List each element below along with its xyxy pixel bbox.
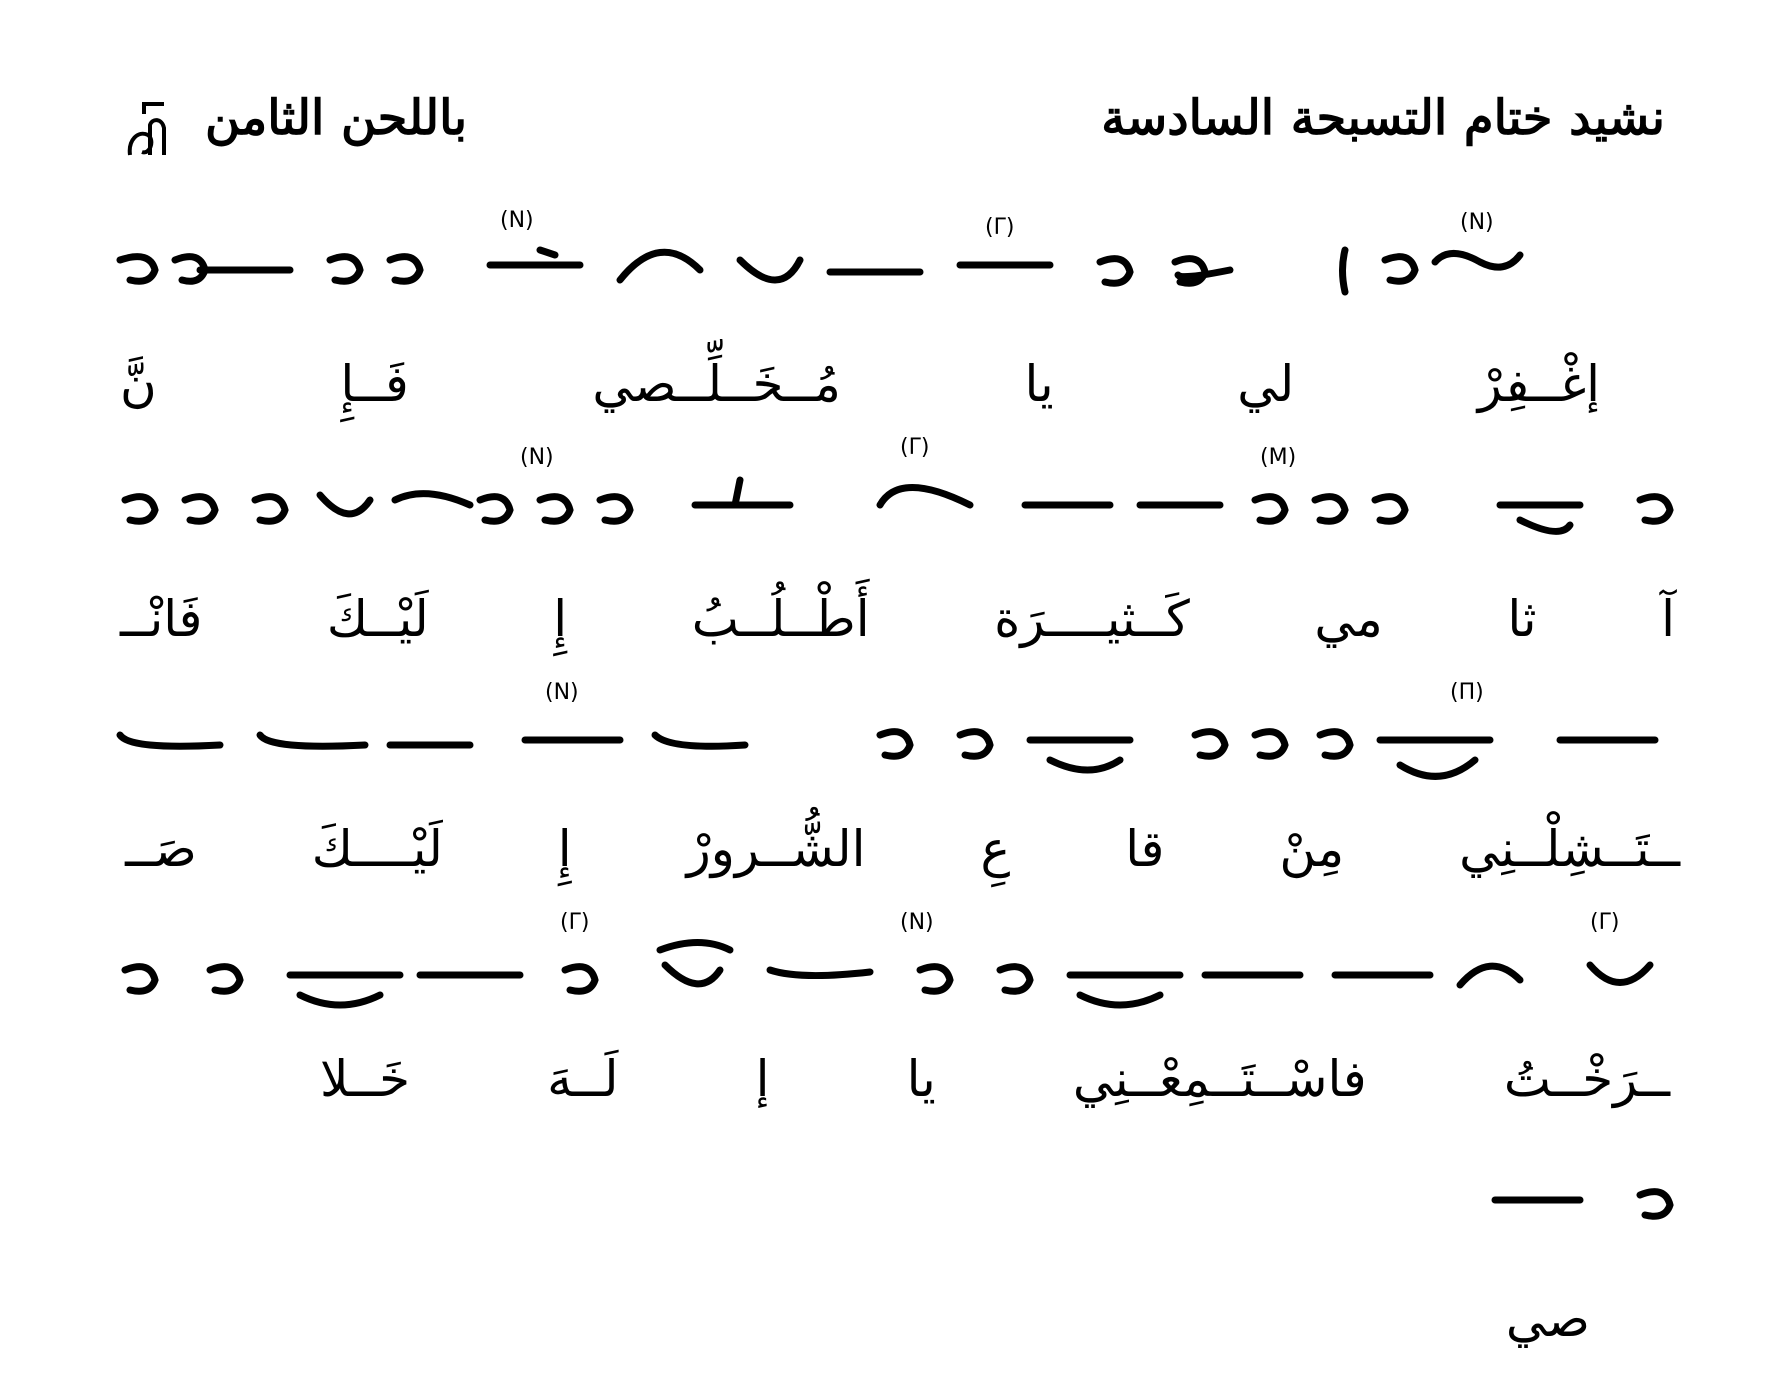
syllable: صَــ: [125, 820, 197, 878]
fthora-label: (N): [1460, 210, 1494, 235]
hymn-title: نشيد ختام التسبحة السادسة: [1101, 90, 1665, 146]
fthora-label: (Γ): [985, 215, 1015, 240]
neume-row-1: [120, 250, 1520, 292]
neume-row-5: [1495, 1192, 1670, 1217]
syllable: ــتَــشِلْــنِي: [1459, 820, 1680, 878]
fthora-label: (M): [1260, 445, 1297, 470]
syllable: فَــإِ: [340, 355, 409, 413]
fthora-label: (N): [500, 208, 534, 233]
syllable: فَانْــ: [120, 590, 203, 648]
syllable: الشُّــرورْ: [686, 820, 866, 878]
fthora-label: (N): [520, 445, 554, 470]
lyric-line-2: [120, 590, 1675, 648]
syllable: يا: [1024, 355, 1054, 413]
fthora-label: (Γ): [1590, 910, 1620, 935]
syllable: صي: [1505, 1290, 1590, 1348]
syllable: إغْــفِرْ: [1477, 355, 1600, 413]
syllable: يا: [906, 1050, 936, 1108]
lyric-line-3: [125, 820, 1680, 878]
syllable: مُــخَــلِّــصي: [592, 355, 841, 413]
syllable: عِ: [980, 820, 1011, 878]
lyric-line-4: [320, 1050, 1670, 1108]
syllable: إ: [755, 1050, 770, 1108]
fthora-label: (N): [900, 910, 934, 935]
syllable: لي: [1237, 355, 1295, 413]
syllable: آ: [1661, 590, 1675, 648]
syllable: إِ: [553, 590, 568, 648]
syllable: لَيْــكَ: [326, 590, 429, 648]
neume-row-3: [120, 732, 1655, 777]
neume-row-2: [125, 480, 1670, 531]
syllable: إِ: [557, 820, 572, 878]
syllable: ــرَخْــتُ: [1503, 1050, 1670, 1108]
syllable: لَــهَ: [547, 1050, 619, 1108]
lyric-line-1: [120, 355, 1600, 413]
syllable: قا: [1125, 820, 1165, 878]
syllable: فاسْــتَــمِعْــنِي: [1072, 1050, 1367, 1108]
neume-row-4: [125, 943, 1650, 1006]
syllable: لَيْــــكَ: [311, 820, 443, 878]
lyric-line-5: [1506, 1290, 1590, 1348]
fthora-label: (Γ): [900, 435, 930, 460]
syllable: كَــثيــــرَة: [994, 590, 1190, 648]
syllable: أَطْــلُــبُ: [691, 590, 870, 648]
mode-label: باللحن الثامن: [205, 90, 468, 146]
syllable: مِنْ: [1279, 820, 1345, 878]
syllable: خَــلا: [320, 1050, 411, 1108]
fthora-label: (Π): [1450, 680, 1484, 705]
syllable: مي: [1314, 590, 1383, 648]
fthora-label: (N): [545, 680, 579, 705]
syllable: ثا: [1507, 590, 1537, 648]
syllable: نَّ: [120, 355, 157, 413]
fthora-label: (Γ): [560, 910, 590, 935]
